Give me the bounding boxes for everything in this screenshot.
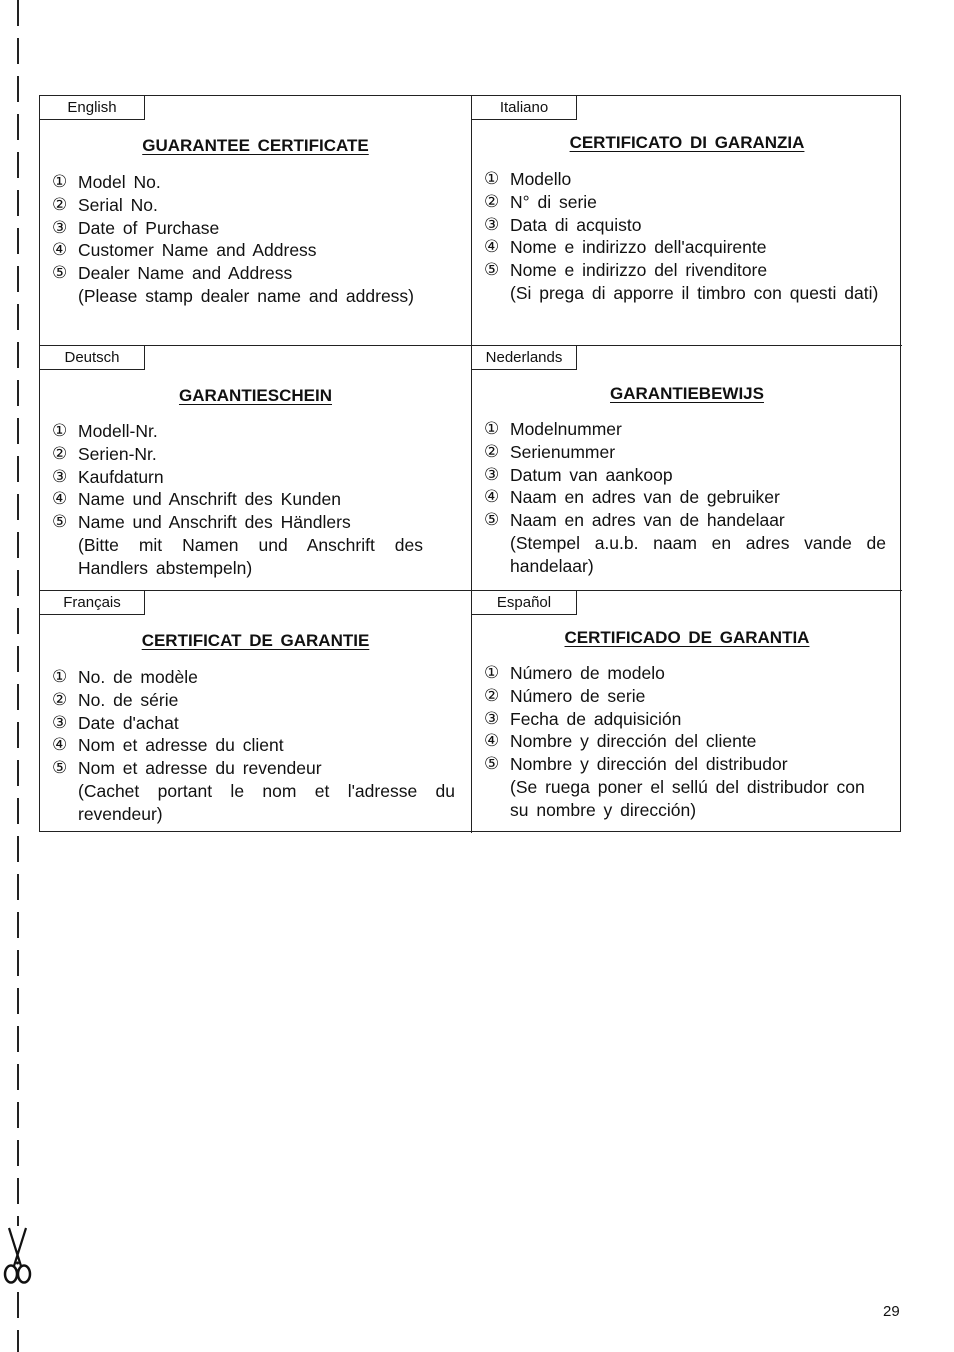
field-list xyxy=(52,171,455,308)
scissors-icon xyxy=(1,1226,35,1286)
list-item: ① Model No. xyxy=(52,172,161,192)
list-item: ① Modell-Nr. xyxy=(52,421,158,441)
list-item: ⑤ Name und Anschrift des Händlers xyxy=(52,512,351,533)
list-item: ⑤ Nome e indirizzo del rivenditore xyxy=(484,260,768,281)
field-list xyxy=(484,168,886,305)
language-label: Español xyxy=(472,591,577,615)
list-item: ① Modelnummer xyxy=(484,419,622,439)
section-deutsch xyxy=(40,345,471,590)
list-item: ④ Naam en adres van de gebruiker xyxy=(484,487,780,508)
certificate-title: GARANTIESCHEIN xyxy=(178,386,332,405)
language-label: English xyxy=(40,96,145,120)
list-item: ② N° di serie xyxy=(484,191,597,212)
list-item: ④ Customer Name and Address xyxy=(52,240,317,261)
section-nederlands xyxy=(471,345,902,590)
field-list xyxy=(484,418,886,578)
list-item: ⑤ Nombre y dirección del distribudor xyxy=(484,754,788,775)
list-item: ② No. de série xyxy=(52,689,179,710)
list-item: ⑤ Dealer Name and Address xyxy=(52,263,293,284)
list-item: ① Número de modelo xyxy=(484,663,665,683)
guarantee-grid xyxy=(39,95,901,832)
list-item: ⑤ Naam en adres van de handelaar xyxy=(484,510,785,531)
list-item: ④ Nombre y dirección del cliente xyxy=(484,731,757,752)
list-item: ② Serien-Nr. xyxy=(52,443,157,464)
list-item: ① No. de modèle xyxy=(52,667,198,687)
language-label: Deutsch xyxy=(40,346,145,370)
stamp-note: (Si prega di apporre il timbro con questi dati) xyxy=(510,282,879,303)
list-item: ④ Nome e indirizzo dell'acquirente xyxy=(484,237,767,258)
cut-line xyxy=(17,0,19,1352)
page-number: 29 xyxy=(883,1303,900,1320)
stamp-note: (Se ruega poner el sellú del distribudor con su nombre y dirección) xyxy=(510,776,865,820)
certificate-title: CERTIFICATO DI GARANZIA xyxy=(569,133,805,152)
list-item: ② Serial No. xyxy=(52,194,158,215)
section-espanol xyxy=(471,590,902,833)
certificate-title: CERTIFICADO DE GARANTIA xyxy=(564,628,810,647)
list-item: ① Modello xyxy=(484,169,572,189)
list-item: ③ Kaufdaturn xyxy=(52,466,164,487)
stamp-note: (Please stamp dealer name and address) xyxy=(78,285,415,306)
field-list xyxy=(484,662,886,822)
section-francais xyxy=(40,590,471,833)
section-english xyxy=(40,96,471,345)
field-list xyxy=(52,420,423,580)
list-item: ⑤ Nom et adresse du revendeur xyxy=(52,758,322,779)
list-item: ② Número de serie xyxy=(484,685,646,706)
list-item: ④ Name und Anschrift des Kunden xyxy=(52,489,341,510)
section-italiano xyxy=(471,96,902,345)
list-item: ③ Fecha de adquisición xyxy=(484,708,682,729)
stamp-note: (Stempel a.u.b. naam en adres vande de handelaar) xyxy=(510,532,886,576)
list-item: ④ Nom et adresse du client xyxy=(52,735,284,756)
language-label: Italiano xyxy=(472,96,577,120)
certificate-title: GARANTIEBEWIJS xyxy=(610,384,764,403)
certificate-title: CERTIFICAT DE GARANTIE xyxy=(141,631,370,650)
list-item: ③ Data di acquisto xyxy=(484,214,642,235)
list-item: ③ Datum van aankoop xyxy=(484,464,673,485)
language-label: Français xyxy=(40,591,145,615)
list-item: ③ Date d'achat xyxy=(52,712,179,733)
certificate-title: GUARANTEE CERTIFICATE xyxy=(142,136,369,155)
stamp-note: (Cachet portant le nom et l'adresse du revendeur) xyxy=(78,780,455,824)
language-label: Nederlands xyxy=(472,346,577,370)
field-list xyxy=(52,666,455,826)
list-item: ③ Date of Purchase xyxy=(52,217,220,238)
stamp-note: (Bitte mit Namen und Anschrift des Handlers abstempeln) xyxy=(78,534,423,578)
list-item: ② Serienummer xyxy=(484,441,616,462)
